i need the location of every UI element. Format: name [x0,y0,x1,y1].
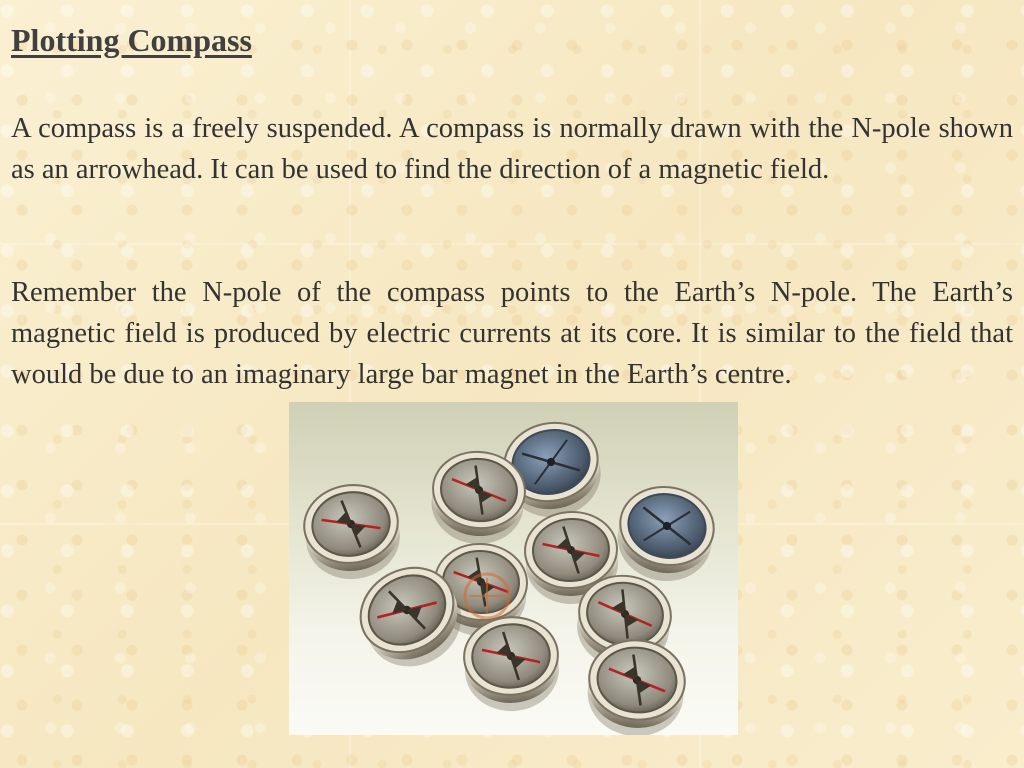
paragraph-earth-magnetic-field: Remember the N-pole of the compass points to the Earth’s N-pole. The Earth’s magnetic field is produced by electric currents at its core. It is similar to the field that would be due to an imaginary large bar magnet in the Earth’s centre. [11,277,1013,390]
slide-title: Plotting Compass [11,22,252,58]
els-watermark-logo [465,574,509,618]
paragraph-compass-description: A compass is a freely suspended. A compass is normally drawn with the N-pole shown as an arrowhead. It can be used to find the direction of a magnetic field. [11,113,1013,185]
plotting-compasses-photo [289,402,738,735]
